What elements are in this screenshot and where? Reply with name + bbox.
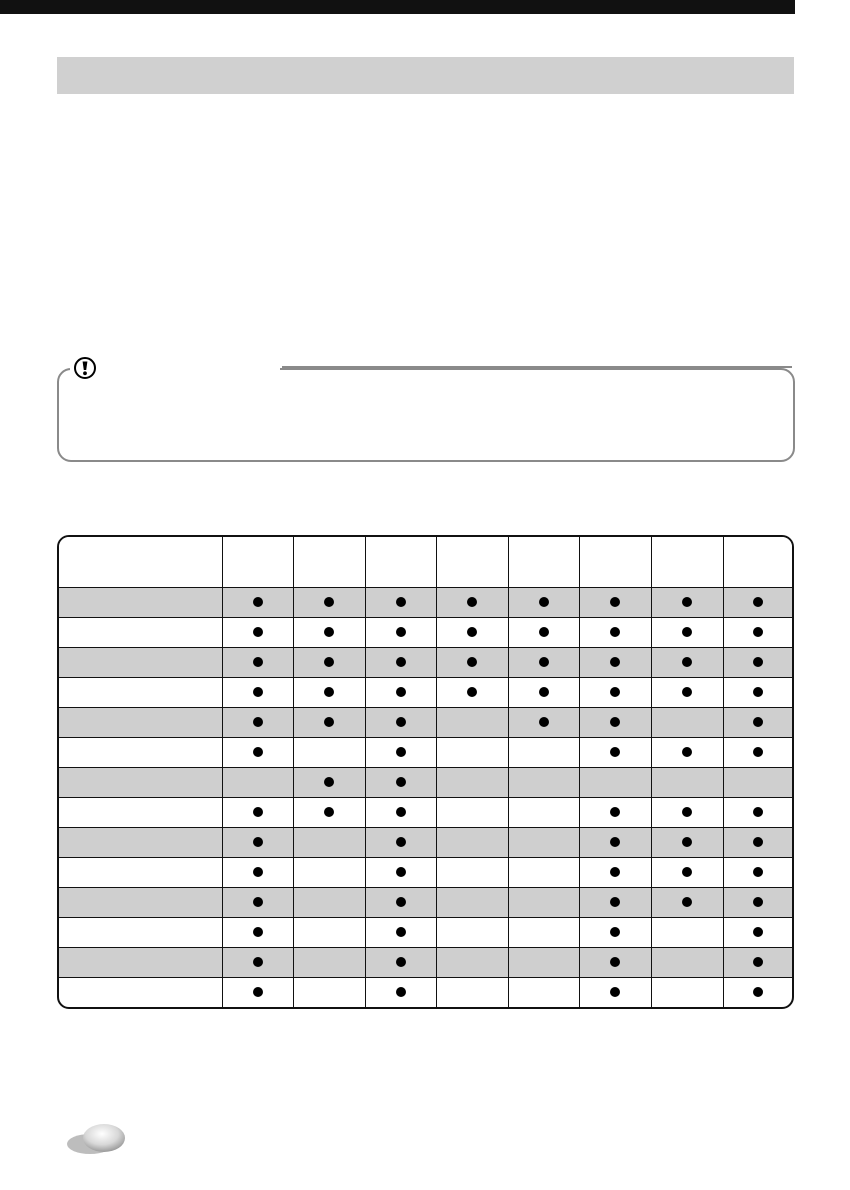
matrix-cell — [365, 888, 436, 918]
matrix-cell — [436, 588, 508, 618]
bullet-dot-icon — [610, 717, 620, 727]
matrix-cell — [723, 618, 792, 648]
row-label-cell — [59, 978, 222, 1008]
matrix-cell — [579, 618, 651, 648]
bullet-dot-icon — [610, 627, 620, 637]
header-cell — [651, 537, 723, 588]
matrix-cell — [651, 768, 723, 798]
matrix-cell — [436, 858, 508, 888]
table-row — [59, 588, 792, 618]
matrix-cell — [436, 828, 508, 858]
matrix-cell — [723, 858, 792, 888]
matrix-cell — [365, 708, 436, 738]
bullet-dot-icon — [610, 747, 620, 757]
matrix-cell — [365, 618, 436, 648]
matrix-cell — [579, 978, 651, 1008]
matrix-cell — [723, 828, 792, 858]
bullet-dot-icon — [324, 687, 334, 697]
matrix-cell — [222, 738, 293, 768]
bullet-dot-icon — [753, 657, 763, 667]
bullet-dot-icon — [753, 807, 763, 817]
header-cell — [579, 537, 651, 588]
matrix-cell — [579, 648, 651, 678]
bullet-dot-icon — [682, 657, 692, 667]
matrix-cell — [293, 858, 365, 888]
matrix-cell — [436, 648, 508, 678]
matrix-cell — [436, 678, 508, 708]
bullet-dot-icon — [753, 867, 763, 877]
table-row — [59, 648, 792, 678]
matrix-cell — [579, 588, 651, 618]
matrix-cell — [723, 978, 792, 1008]
bullet-dot-icon — [610, 987, 620, 997]
matrix-cell — [579, 888, 651, 918]
matrix-cell — [293, 588, 365, 618]
row-label-cell — [59, 618, 222, 648]
table-row — [59, 888, 792, 918]
matrix-cell — [508, 678, 579, 708]
bullet-dot-icon — [610, 807, 620, 817]
matrix-cell — [436, 978, 508, 1008]
header-cell — [723, 537, 792, 588]
matrix-cell — [579, 678, 651, 708]
matrix-cell — [723, 798, 792, 828]
matrix-cell — [222, 648, 293, 678]
matrix-cell — [436, 918, 508, 948]
matrix-cell — [508, 918, 579, 948]
table-row — [59, 828, 792, 858]
matrix-cell — [222, 678, 293, 708]
bullet-dot-icon — [682, 897, 692, 907]
bullet-dot-icon — [539, 657, 549, 667]
matrix-cell — [723, 678, 792, 708]
row-label-cell — [59, 888, 222, 918]
bullet-dot-icon — [253, 957, 263, 967]
bullet-dot-icon — [396, 987, 406, 997]
matrix-cell — [723, 948, 792, 978]
table-header-row — [59, 537, 792, 588]
bullet-dot-icon — [539, 597, 549, 607]
bullet-dot-icon — [753, 987, 763, 997]
table-row — [59, 948, 792, 978]
matrix-cell — [508, 588, 579, 618]
matrix-cell — [651, 858, 723, 888]
bullet-dot-icon — [753, 627, 763, 637]
bullet-dot-icon — [396, 897, 406, 907]
matrix-cell — [365, 978, 436, 1008]
matrix-cell — [365, 738, 436, 768]
matrix-cell — [723, 648, 792, 678]
row-label-cell — [59, 708, 222, 738]
row-label-cell — [59, 918, 222, 948]
bullet-dot-icon — [253, 897, 263, 907]
matrix-cell — [222, 888, 293, 918]
bullet-dot-icon — [253, 807, 263, 817]
bullet-dot-icon — [682, 627, 692, 637]
header-cell — [222, 537, 293, 588]
matrix-cell — [293, 648, 365, 678]
bullet-dot-icon — [539, 627, 549, 637]
matrix-cell — [508, 978, 579, 1008]
bullet-dot-icon — [753, 717, 763, 727]
table-row — [59, 738, 792, 768]
matrix-cell — [293, 798, 365, 828]
matrix-cell — [293, 918, 365, 948]
matrix-cell — [723, 768, 792, 798]
row-label-cell — [59, 648, 222, 678]
matrix-cell — [651, 678, 723, 708]
section-header-band — [57, 57, 794, 94]
matrix-cell — [436, 768, 508, 798]
matrix-cell — [365, 768, 436, 798]
bullet-dot-icon — [753, 837, 763, 847]
matrix-cell — [365, 948, 436, 978]
bullet-dot-icon — [610, 957, 620, 967]
caution-note-title-line — [282, 366, 792, 368]
bullet-dot-icon — [610, 687, 620, 697]
matrix-cell — [222, 798, 293, 828]
table-row — [59, 798, 792, 828]
bullet-dot-icon — [396, 927, 406, 937]
matrix-cell — [436, 948, 508, 978]
row-label-cell — [59, 768, 222, 798]
matrix-cell — [222, 918, 293, 948]
header-cell — [365, 537, 436, 588]
bullet-dot-icon — [253, 867, 263, 877]
bullet-dot-icon — [610, 837, 620, 847]
row-label-cell — [59, 948, 222, 978]
matrix-cell — [436, 618, 508, 648]
feature-table — [57, 535, 794, 1009]
header-cell — [436, 537, 508, 588]
feature-matrix — [59, 537, 792, 1007]
matrix-cell — [651, 708, 723, 738]
caution-note-title-gap — [70, 360, 280, 374]
bullet-dot-icon — [396, 867, 406, 877]
bullet-dot-icon — [682, 837, 692, 847]
matrix-cell — [579, 828, 651, 858]
bullet-dot-icon — [396, 687, 406, 697]
bullet-dot-icon — [396, 717, 406, 727]
matrix-cell — [293, 978, 365, 1008]
matrix-cell — [651, 978, 723, 1008]
matrix-cell — [222, 858, 293, 888]
matrix-cell — [222, 618, 293, 648]
bullet-dot-icon — [610, 597, 620, 607]
row-label-cell — [59, 678, 222, 708]
bullet-dot-icon — [396, 627, 406, 637]
bullet-dot-icon — [396, 807, 406, 817]
header-cell — [293, 537, 365, 588]
matrix-cell — [579, 948, 651, 978]
bullet-dot-icon — [324, 657, 334, 667]
table-row — [59, 618, 792, 648]
row-label-cell — [59, 828, 222, 858]
bullet-dot-icon — [539, 687, 549, 697]
matrix-cell — [508, 648, 579, 678]
matrix-cell — [651, 648, 723, 678]
bullet-dot-icon — [396, 957, 406, 967]
page-number-badge-icon — [66, 1122, 126, 1156]
matrix-cell — [365, 798, 436, 828]
matrix-cell — [508, 948, 579, 978]
matrix-cell — [293, 948, 365, 978]
matrix-cell — [293, 888, 365, 918]
matrix-cell — [365, 648, 436, 678]
bullet-dot-icon — [324, 717, 334, 727]
bullet-dot-icon — [324, 807, 334, 817]
header-cell-label — [59, 537, 222, 588]
matrix-cell — [365, 588, 436, 618]
bullet-dot-icon — [682, 867, 692, 877]
bullet-dot-icon — [753, 597, 763, 607]
matrix-cell — [508, 708, 579, 738]
table-row — [59, 708, 792, 738]
matrix-cell — [579, 738, 651, 768]
matrix-cell — [579, 918, 651, 948]
matrix-cell — [508, 888, 579, 918]
bullet-dot-icon — [753, 957, 763, 967]
bullet-dot-icon — [682, 807, 692, 817]
matrix-cell — [579, 768, 651, 798]
matrix-cell — [579, 708, 651, 738]
matrix-cell — [293, 678, 365, 708]
matrix-cell — [508, 618, 579, 648]
matrix-cell — [293, 828, 365, 858]
top-black-bar — [0, 0, 795, 14]
matrix-cell — [579, 798, 651, 828]
bullet-dot-icon — [324, 777, 334, 787]
matrix-cell — [222, 828, 293, 858]
row-label-cell — [59, 588, 222, 618]
matrix-cell — [651, 588, 723, 618]
bullet-dot-icon — [682, 597, 692, 607]
matrix-cell — [222, 768, 293, 798]
matrix-cell — [222, 948, 293, 978]
bullet-dot-icon — [396, 777, 406, 787]
bullet-dot-icon — [467, 627, 477, 637]
bullet-dot-icon — [539, 717, 549, 727]
row-label-cell — [59, 738, 222, 768]
table-row — [59, 858, 792, 888]
exclamation-icon — [74, 357, 96, 379]
matrix-cell — [293, 618, 365, 648]
bullet-dot-icon — [467, 657, 477, 667]
bullet-dot-icon — [253, 927, 263, 937]
matrix-cell — [365, 858, 436, 888]
row-label-cell — [59, 858, 222, 888]
table-row — [59, 768, 792, 798]
bullet-dot-icon — [396, 837, 406, 847]
bullet-dot-icon — [253, 627, 263, 637]
matrix-cell — [508, 768, 579, 798]
matrix-cell — [723, 738, 792, 768]
bullet-dot-icon — [610, 927, 620, 937]
matrix-cell — [508, 828, 579, 858]
bullet-dot-icon — [253, 597, 263, 607]
bullet-dot-icon — [610, 897, 620, 907]
bullet-dot-icon — [253, 687, 263, 697]
bullet-dot-icon — [753, 897, 763, 907]
bullet-dot-icon — [682, 747, 692, 757]
bullet-dot-icon — [467, 597, 477, 607]
bullet-dot-icon — [253, 987, 263, 997]
matrix-cell — [222, 588, 293, 618]
bullet-dot-icon — [253, 747, 263, 757]
matrix-cell — [436, 888, 508, 918]
matrix-cell — [651, 828, 723, 858]
matrix-cell — [723, 918, 792, 948]
matrix-cell — [222, 978, 293, 1008]
caution-note-box — [57, 368, 795, 462]
table-row — [59, 678, 792, 708]
table-row — [59, 918, 792, 948]
matrix-cell — [293, 708, 365, 738]
matrix-cell — [651, 948, 723, 978]
bullet-dot-icon — [253, 717, 263, 727]
matrix-cell — [365, 828, 436, 858]
bullet-dot-icon — [610, 867, 620, 877]
matrix-cell — [436, 738, 508, 768]
bullet-dot-icon — [253, 657, 263, 667]
matrix-cell — [436, 798, 508, 828]
matrix-cell — [508, 798, 579, 828]
matrix-cell — [222, 708, 293, 738]
header-cell — [508, 537, 579, 588]
bullet-dot-icon — [753, 747, 763, 757]
bullet-dot-icon — [396, 747, 406, 757]
bullet-dot-icon — [324, 597, 334, 607]
matrix-cell — [651, 618, 723, 648]
matrix-cell — [723, 588, 792, 618]
bullet-dot-icon — [396, 657, 406, 667]
bullet-dot-icon — [324, 627, 334, 637]
bullet-dot-icon — [467, 687, 477, 697]
table-row — [59, 978, 792, 1008]
bullet-dot-icon — [610, 657, 620, 667]
matrix-cell — [723, 888, 792, 918]
matrix-cell — [436, 708, 508, 738]
bullet-dot-icon — [753, 687, 763, 697]
matrix-cell — [579, 858, 651, 888]
bullet-dot-icon — [396, 597, 406, 607]
matrix-cell — [508, 858, 579, 888]
matrix-cell — [651, 918, 723, 948]
matrix-cell — [365, 918, 436, 948]
bullet-dot-icon — [753, 927, 763, 937]
bullet-dot-icon — [253, 837, 263, 847]
matrix-cell — [293, 768, 365, 798]
matrix-cell — [508, 738, 579, 768]
matrix-cell — [723, 708, 792, 738]
row-label-cell — [59, 798, 222, 828]
bullet-dot-icon — [682, 687, 692, 697]
matrix-cell — [651, 798, 723, 828]
matrix-cell — [651, 888, 723, 918]
matrix-cell — [365, 678, 436, 708]
matrix-cell — [293, 738, 365, 768]
matrix-cell — [651, 738, 723, 768]
